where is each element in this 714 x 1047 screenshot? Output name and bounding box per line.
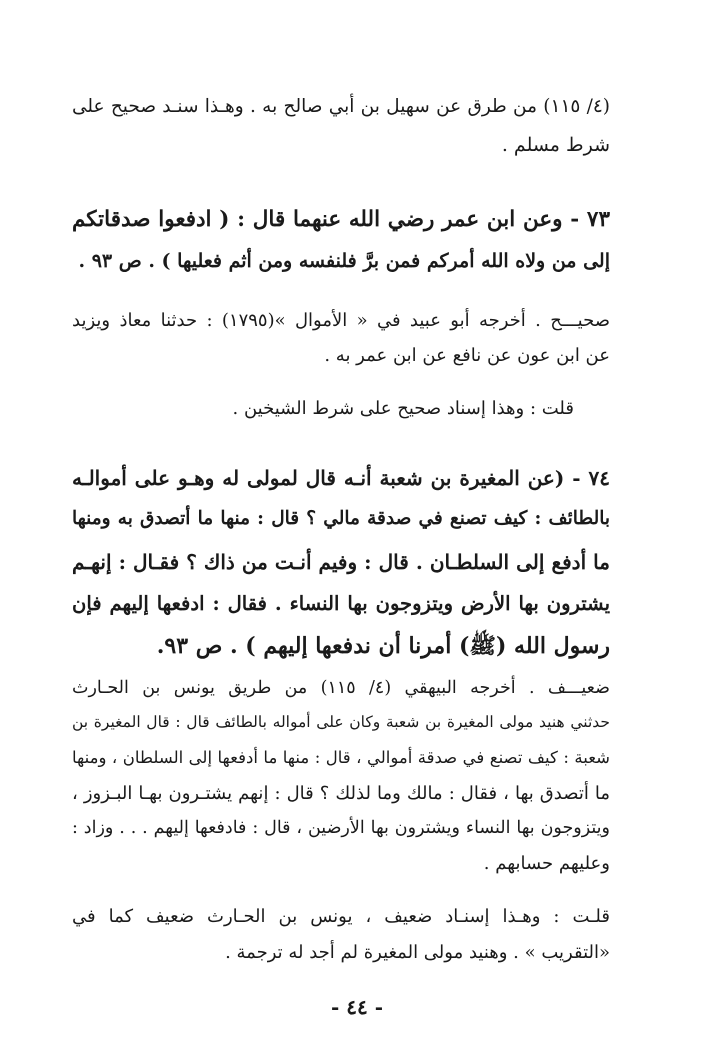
note-line: «التقريب » . وهنيد مولى المغيرة لم أجد له ترجمة .	[225, 942, 610, 963]
note-line: قلت : وهذا إسناد صحيح على شرط الشيخين .	[232, 398, 574, 419]
note-line: قلـت : وهـذا إسنـاد ضعيف ، يونس بن الحـارث ضعيف كما في	[72, 906, 610, 927]
page-number: - ٤٤ -	[330, 995, 383, 1019]
takhrij-line: شعبة : كيف تصنع في صدقة أموالي ، قال : منها ما أدفعها إلى السلطان ، ومنها	[72, 748, 610, 767]
hadith-line: رسول الله (ﷺ) أمرنا أن ندفعها إليهم ) . ص ٩٣.	[156, 633, 610, 659]
takhrij-line: ضعيـــف . أخرجه البيهقي (٤/ ١١٥) من طريق يونس بن الحـارث	[72, 678, 610, 698]
text-line: (٤/ ١١٥) من طرق عن سهيل بن أبي صالح به . وهـذا سنـد صحيح على	[72, 96, 610, 117]
takhrij-line: حدثني هنيد مولى المغيرة بن شعبة وكان على أمواله بالطائف قال : قال المغيرة بن	[72, 713, 610, 731]
takhrij-line: ويتزوجون بها النساء ويشترون بها الأرضين ، قال : فادفعها إليهم . . . وزاد :	[72, 818, 610, 838]
hadith-line: ٧٣ - وعن ابن عمر رضي الله عنهما قال : ( ادفعوا صدقاتكم	[72, 207, 610, 232]
hadith-line: بالطائف : كيف تصنع في صدقة مالي ؟ قال : منها ما أتصدق به ومنها	[72, 508, 610, 529]
takhrij-line: عن ابن عون عن نافع عن ابن عمر به .	[324, 345, 610, 366]
takhrij-line: صحيـــح . أخرجه أبو عبيد في « الأموال »(١٧٩٥) : حدثنا معاذ ويزيد	[72, 310, 610, 331]
hadith-line: إلى من ولاه الله أمركم فمن برَّ فلنفسه ومن أثم فعليها ) . ص ٩٣ .	[78, 250, 610, 272]
takhrij-line: وعليهم حسابهم .	[483, 853, 610, 874]
hadith-line: يشترون بها الأرض ويتزوجون بها النساء . فقال : ادفعها إليهم فإن	[72, 592, 610, 615]
hadith-line: ٧٤ - (عن المغيرة بن شعبة أنـه قال لمولى له وهـو على أموالـه	[72, 466, 610, 490]
text-line: شرط مسلم .	[501, 134, 610, 156]
hadith-line: ما أدفع إلى السلطـان . قال : وفيم أنـت من ذاك ؟ فقـال : إنهـم	[72, 550, 610, 574]
takhrij-line: ما أتصدق بها ، فقال : مالك وما لذلك ؟ قال : إنهم يشتـرون بهـا البـزوز ،	[72, 783, 610, 804]
